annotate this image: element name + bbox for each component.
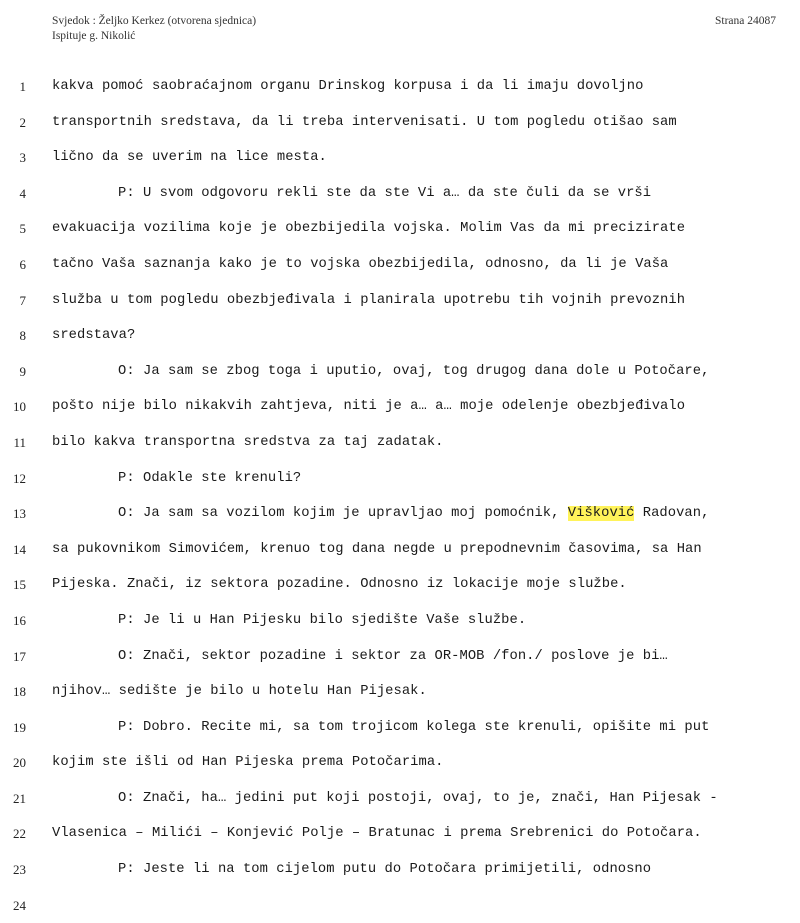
transcript-line [0,389,800,425]
line-segment: P: U svom odgovoru rekli ste da ste Vi a… da ste čuli da se vrši [118,185,652,201]
transcript-body [0,69,800,923]
transcript-line [0,603,800,639]
transcript-line [0,674,800,710]
line-segment: evakuacija vozilima koje je obezbijedila vojska. Molim Vas da mi precizirate [52,221,686,237]
transcript-line [0,283,800,319]
line-number: 9 [19,363,26,379]
line-number: 4 [19,185,26,201]
line-text [118,710,709,746]
line-number: 20 [13,755,26,771]
line-text [52,140,327,176]
line-text [118,461,301,497]
transcript-line [0,567,800,603]
line-segment: O: Ja sam sa vozilom kojim je upravljao moj pomoćnik, [118,506,568,522]
line-number: 5 [19,221,26,237]
witness-label: Svjedok : Željko Kerkez (otvorena sjednica) [52,15,257,27]
line-number: 21 [13,790,26,806]
line-segment: tačno Vaša saznanja kako je to vojska obezbijedila, odnosno, da li je Vaša [52,256,669,272]
line-segment: služba u tom pogledu obezbjeđivala i planirala upotrebu tih vojnih prevoznih [52,292,686,308]
line-number: 7 [19,292,26,308]
transcript-line [0,140,800,176]
line-segment: O: Znači, ha… jedini put koji postoji, ovaj, to je, znači, Han Pijesak - [118,790,718,806]
line-segment: pošto nije bilo nikakvih zahtjeva, niti je a… a… moje odelenje obezbjeđivalo [52,399,686,415]
line-segment: njihov… sedište je bilo u hotelu Han Pijesak. [52,684,427,700]
line-segment: P: Je li u Han Pijesku bilo sjedište Vaše službe. [118,612,527,628]
transcript-line [0,105,800,141]
line-number: 2 [19,114,26,130]
transcript-line [0,354,800,390]
line-number: 1 [19,79,26,94]
line-number: 13 [13,506,26,522]
line-number: 14 [13,541,26,557]
line-text [52,425,444,461]
transcript-line [0,425,800,461]
line-text [52,283,685,319]
line-number: 3 [19,150,26,166]
line-segment: lično da se uverim na lice mesta. [52,150,327,166]
line-text [118,354,709,390]
line-number: 16 [13,612,26,628]
line-text [52,105,677,141]
line-number: 24 [13,897,26,913]
transcript-line [0,816,800,852]
line-number: 17 [13,648,26,664]
line-number: 18 [13,684,26,700]
line-segment: sa pukovnikom Simovićem, krenuo tog dana negde u prepodnevnim časovima, sa Han [52,541,702,557]
line-number: 15 [13,577,26,593]
line-number: 19 [13,719,26,735]
line-text [118,496,709,532]
line-text [52,211,685,247]
line-number: 11 [13,434,26,450]
line-text [52,69,643,105]
transcript-line [0,639,800,675]
line-text [118,781,718,817]
transcript-line [0,176,800,212]
line-segment: Pijeska. Znači, iz sektora pozadine. Odnosno iz lokacije moje službe. [52,577,627,593]
transcript-line [0,496,800,532]
line-number: 8 [19,328,26,344]
transcript-line [0,247,800,283]
transcript-line [0,852,800,888]
line-number: 10 [13,399,26,415]
highlighted-name: Višković [567,506,635,522]
transcript-line [0,710,800,746]
line-text [52,247,668,283]
line-number: 22 [13,826,26,842]
line-segment: P: Odakle ste krenuli? [118,470,302,486]
line-text [118,176,651,212]
line-text [52,318,135,354]
line-segment: kakva pomoć saobraćajnom organu Drinskog korpusa i da li imaju dovoljno [52,79,644,94]
transcript-line [0,532,800,568]
line-text [52,745,444,781]
transcript-line [0,318,800,354]
line-segment: bilo kakva transportna sredstva za taj zadatak. [52,434,444,450]
line-number: 23 [13,862,26,878]
line-text [118,639,668,675]
line-text [52,674,427,710]
header-left [52,14,256,44]
line-text [118,603,526,639]
transcript-line [0,211,800,247]
line-segment: kojim ste išli od Han Pijeska prema Potočarima. [52,755,444,771]
line-text [52,532,702,568]
examiner-label: Ispituje g. Nikolić [52,30,136,42]
transcript-line [0,781,800,817]
line-text [52,567,627,603]
line-number: 12 [13,470,26,486]
transcript-line [0,461,800,497]
line-segment: sredstava? [52,328,136,344]
line-segment: Vlasenica – Milići – Konjević Polje – Bratunac i prema Srebrenici do Potočara. [52,826,702,842]
transcript-line [0,745,800,781]
line-segment: P: Jeste li na tom cijelom putu do Potočara primijetili, odnosno [118,862,652,878]
line-number: 6 [19,256,26,272]
transcript-line [0,888,800,923]
line-segment: P: Dobro. Recite mi, sa tom trojicom kolega ste krenuli, opišite mi put [118,719,710,735]
line-segment: O: Znači, sektor pozadine i sektor za OR-MOB /fon./ poslove je bi… [118,648,668,664]
transcript-line [0,69,800,105]
line-segment: Radovan, [634,506,710,522]
page-number: Strana 24087 [714,15,776,27]
line-text [52,389,685,425]
line-text [118,852,651,888]
line-segment: transportnih sredstava, da li treba intervenisati. U tom pogledu otišao sam [52,114,677,130]
line-segment: O: Ja sam se zbog toga i uputio, ovaj, tog drugog dana dole u Potočare, [118,363,710,379]
line-text [52,816,702,852]
